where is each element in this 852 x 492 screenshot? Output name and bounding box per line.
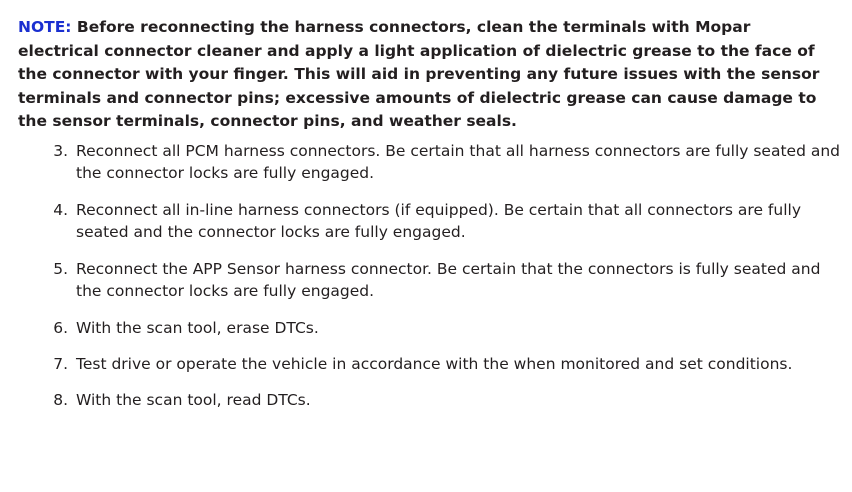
step-text: Test drive or operate the vehicle in accordance with the when monitored and set conditions. <box>76 355 793 374</box>
note-text: Before reconnecting the harness connectors, clean the terminals with Mopar electrical connector cleaner and apply a light application of dielectric grease to the face of the connector with your finger. This will aid in preventing any future issues with the sensor terminals and connector pins; excessive amounts of dielectric grease can cause damage to the sensor terminals, connector pins, and weather seals. <box>18 18 820 131</box>
list-item <box>12 140 840 185</box>
step-number: 6. <box>53 318 68 337</box>
procedure-step-list <box>12 140 840 412</box>
list-item <box>12 317 840 339</box>
step-text: Reconnect the APP Sensor harness connector. Be certain that the connectors is fully seated and the connector locks are fully engaged. <box>76 259 821 301</box>
step-number: 5. <box>53 259 68 278</box>
step-number: 7. <box>53 355 68 374</box>
step-number: 8. <box>53 391 68 410</box>
step-number: 4. <box>53 200 68 219</box>
note-label: NOTE: <box>18 18 72 36</box>
step-number: 3. <box>53 141 68 160</box>
list-item <box>12 389 840 411</box>
list-item <box>12 258 840 303</box>
step-text: Reconnect all in-line harness connectors (if equipped). Be certain that all connectors are fully seated and the connector locks are fully engaged. <box>76 200 801 242</box>
list-item <box>12 353 840 375</box>
list-item <box>12 199 840 244</box>
step-text: With the scan tool, erase DTCs. <box>76 318 319 337</box>
note-paragraph <box>12 16 840 134</box>
step-text: Reconnect all PCM harness connectors. Be certain that all harness connectors are fully seated and the connector locks are fully engaged. <box>76 141 841 183</box>
step-text: With the scan tool, read DTCs. <box>76 391 311 410</box>
